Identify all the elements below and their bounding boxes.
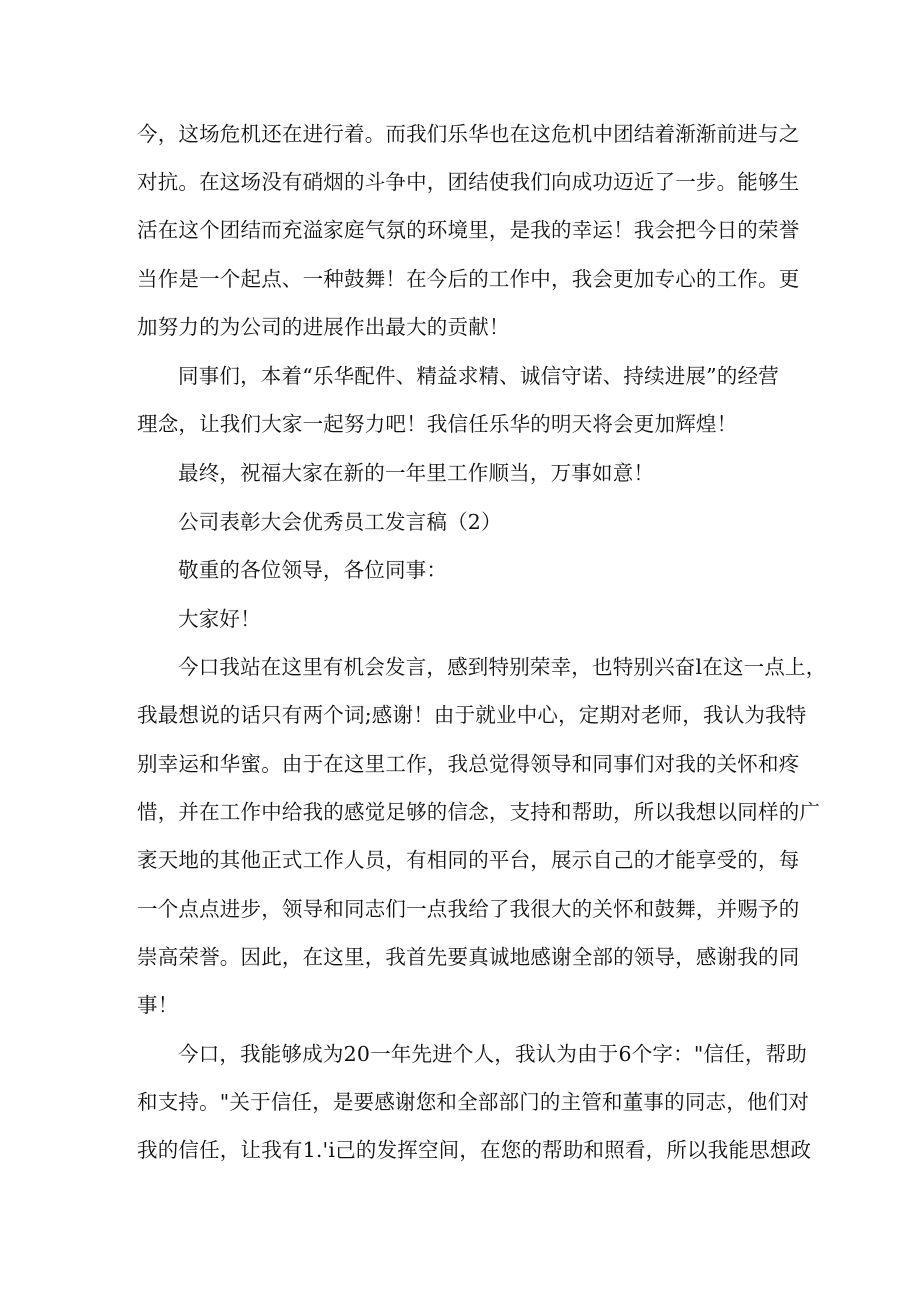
paragraph-line: 今，这场危机还在进行着。而我们乐华也在这危机中团结着渐渐前进与之: [137, 122, 800, 146]
paragraph-line: 惜，并在工作中给我的感觉足够的信念，支持和帮助，所以我想以同样的广: [137, 800, 821, 824]
paragraph-line: 我的信任，让我有1.'i己的发挥空间，在您的帮助和照看，所以我能思想政: [137, 1138, 812, 1162]
paragraph-line: 理念，让我们大家一起努力吧！我信任乐华的明天将会更加辉煌！: [137, 412, 738, 436]
salutation: 敬重的各位领导，各位同事：: [178, 558, 448, 582]
paragraph-line: 今口我站在这里有机会发言，感到特别荣幸，也特别兴奋l在这一点上，: [178, 655, 827, 679]
paragraph-line: 同事们，本着“乐华配件、精益求精、诚信守诺、持续进展”的经营: [178, 364, 779, 388]
paragraph-line: 活在这个团结而充溢家庭气氛的环境里，是我的幸运！我会把今日的荣誉: [137, 218, 800, 242]
paragraph-line: 别幸运和华蜜。由于在这里工作，我总觉得领导和同事们对我的关怀和疼: [137, 752, 800, 776]
paragraph-line: 和支持。"关于信任，是要感谢您和全部部门的主管和董事的同志，他们对: [137, 1090, 810, 1114]
paragraph-line: 事！: [137, 993, 179, 1017]
paragraph-line: 袤天地的其他正式工作人员，有相同的平台，展示自己的才能享受的，每: [137, 848, 800, 872]
paragraph-line: 一个点点进步，领导和同志们一点我给了我很大的关怀和鼓舞，并赐予的: [137, 897, 800, 921]
paragraph-line: 对抗。在这场没有硝烟的斗争中，团结使我们向成功迈近了一步。能够生: [137, 170, 800, 194]
paragraph-line: 崇高荣誉。因此，在这里，我首先要真诚地感谢全部的领导，感谢我的同: [137, 945, 800, 969]
greeting: 大家好！: [178, 607, 261, 631]
paragraph-line: 当作是一个起点、一种鼓舞！在今后的工作中，我会更加专心的工作。更: [137, 267, 800, 291]
paragraph-line: 加努力的为公司的进展作出最大的贡献！: [137, 315, 510, 339]
paragraph-line: 最终，祝福大家在新的一年里工作顺当，万事如意！: [178, 461, 655, 485]
section-heading: 公司表彰大会优秀员工发言稿（2）: [178, 510, 502, 534]
paragraph-line: 我最想说的话只有两个词;感谢！由于就业中心，定期对老师，我认为我特: [137, 703, 807, 727]
paragraph-line: 今口，我能够成为20一年先进个人，我认为由于6个字："信任，帮助: [178, 1042, 807, 1066]
